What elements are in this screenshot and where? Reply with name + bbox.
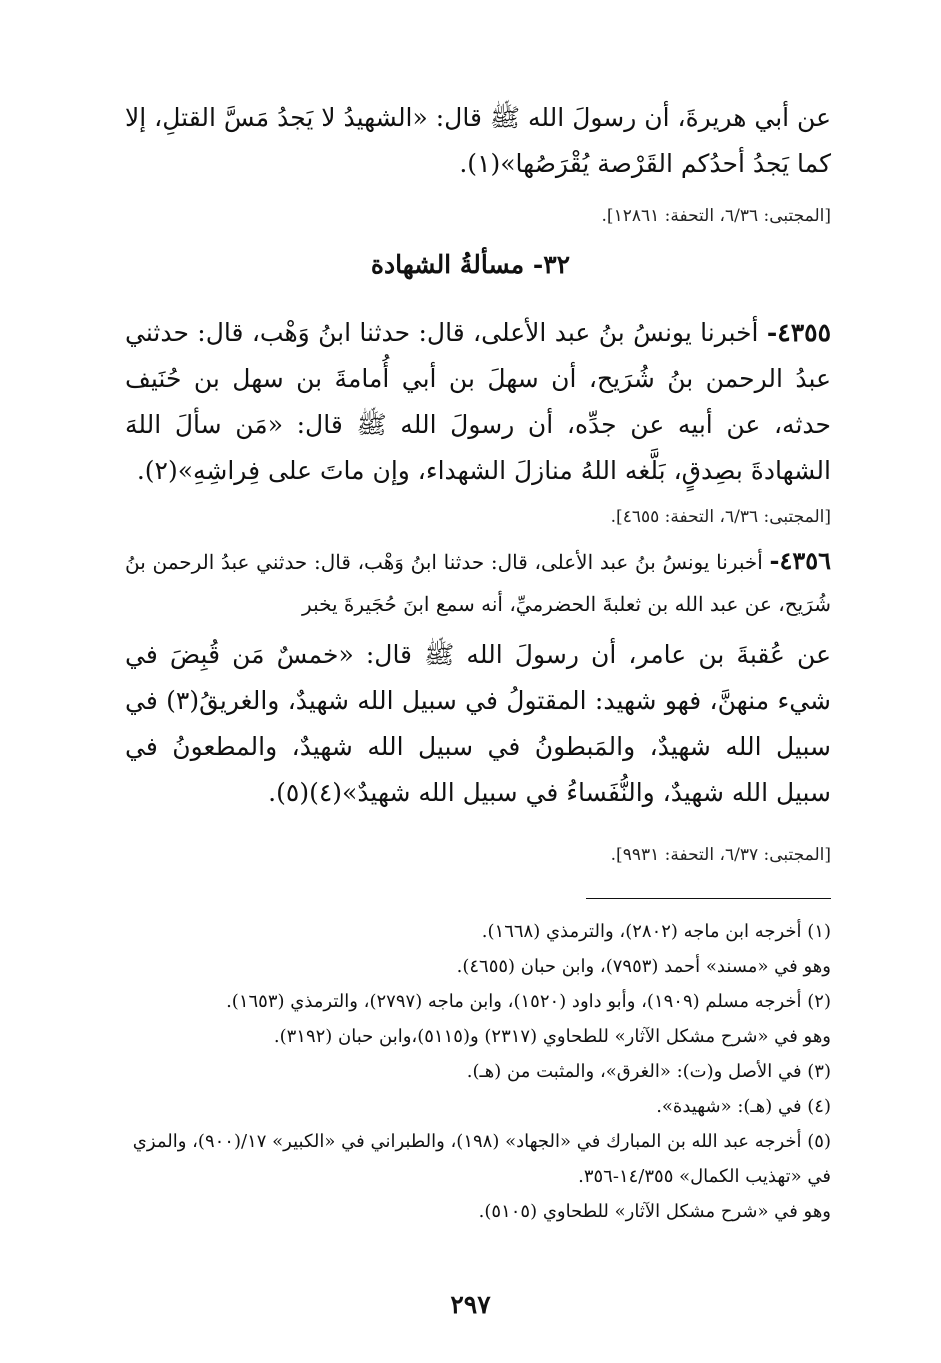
footnote-1-cont: وهو في «مسند» أحمد (٧٩٥٣)، وابن حبان (٤٦٥٥). (456, 956, 831, 977)
hadith-4356-isnad: أخبرنا يونسُ بنُ عبد الأعلى، قال: حدثنا ابنُ وَهْب، قال: حدثني عبدُ الرحمن بنُ شُرَيح، عن عبد الله بن ثعلبةَ الحضرميِّ، أنه سمع ابنَ حُجَيرةَ يخبر (125, 550, 831, 616)
hadith-4356-body: عن عُقبةَ بن عامر، أن رسولَ الله ﷺ قال: «خمسٌ مَن قُبِضَ في شيء منهنَّ، فهو شهيد: المقتولُ في سبيل الله شهيدٌ، والغريقُ(٣) في سبيل الله شهيدٌ، والمَبطونُ في سبيل الله شهيدٌ، والمطعونُ في سبيل الله شهيدٌ، والنُّفَساءُ في سبيل الله شهيدٌ»(٤)(٥). (125, 640, 831, 807)
hadith-4355-paragraph (125, 310, 831, 494)
hadith-4354-reference: [المجتبى: ٦/٣٦، التحفة: ١٢٨٦١]. (601, 206, 831, 226)
footnote-divider (586, 898, 831, 899)
footnote-5: (٥) أخرجه عبد الله بن المبارك في «الجهاد» (١٩٨)، والطبراني في «الكبير» ١٧/(٩٠٠)، والمزي في «تهذيب الكمال» ١٤/٣٥٥-٣٥٦. (132, 1131, 831, 1187)
hadith-4355-body: أخبرنا يونسُ بنُ عبد الأعلى، قال: حدثنا ابنُ وَهْب، قال: حدثني عبدُ الرحمن بنُ شُرَيح، أن سهلَ بن أبي أُمامةَ بن سهل بن حُنَيف حدثه، عن أبيه عن جدِّه، أن رسولَ الله ﷺ قال: «مَن سألَ اللهَ الشهادةَ بصِدقٍ، بَلَّغه اللهُ منازلَ الشهداء، وإن ماتَ على فِراشِهِ»(٢). (125, 318, 831, 485)
section-title: ٣٢- مسألةُ الشهادة (370, 250, 571, 279)
hadith-4355 (125, 310, 831, 494)
hadith-4356-number: ٤٣٥٦- (769, 546, 832, 575)
hadith-4356-paragraph (125, 540, 831, 625)
footnote-4: (٤) في (هـ): «شهيدة». (656, 1096, 831, 1117)
hadith-4354-text (125, 95, 831, 187)
footnote-2-cont: وهو في «شرح مشكل الآثار» للطحاوي (٢٣١٧) و(٥١١٥)،وابن حبان (٣١٩٢). (273, 1026, 831, 1047)
hadith-4355-reference: [المجتبى: ٦/٣٦، التحفة: ٤٦٥٥]. (610, 507, 831, 527)
footnote-1: (١) أخرجه ابن ماجه (٢٨٠٢)، والترمذي (١٦٦٨). (481, 921, 831, 942)
hadith-4356-text-block (125, 632, 831, 816)
footnotes (125, 914, 831, 1229)
hadith-4354-body: عن أبي هريرةَ، أن رسولَ الله ﷺ قال: «الشهيدُ لا يَجدُ مَسَّ القتلِ، إلا كما يَجدُ أحدُكم القَرْصة يُقْرَصُها»(١). (125, 103, 831, 178)
footnote-5-cont: وهو في «شرح مشكل الآثار» للطحاوي (٥١٠٥). (478, 1201, 831, 1222)
footnote-3: (٣) في الأصل و(ت): «الغرق»، والمثبت من (هـ). (466, 1061, 831, 1082)
footnote-2: (٢) أخرجه مسلم (١٩٠٩)، وأبو داود (١٥٢٠)، وابن ماجه (٢٧٩٧)، والترمذي (١٦٥٣). (226, 991, 831, 1012)
hadith-4356-reference: [المجتبى: ٦/٣٧، التحفة: ٩٩٣١]. (610, 845, 831, 865)
hadith-4356-isnad-block (125, 540, 831, 625)
page-number: ٢٩٧ (450, 1290, 491, 1319)
hadith-4355-number: ٤٣٥٥- (766, 318, 831, 347)
